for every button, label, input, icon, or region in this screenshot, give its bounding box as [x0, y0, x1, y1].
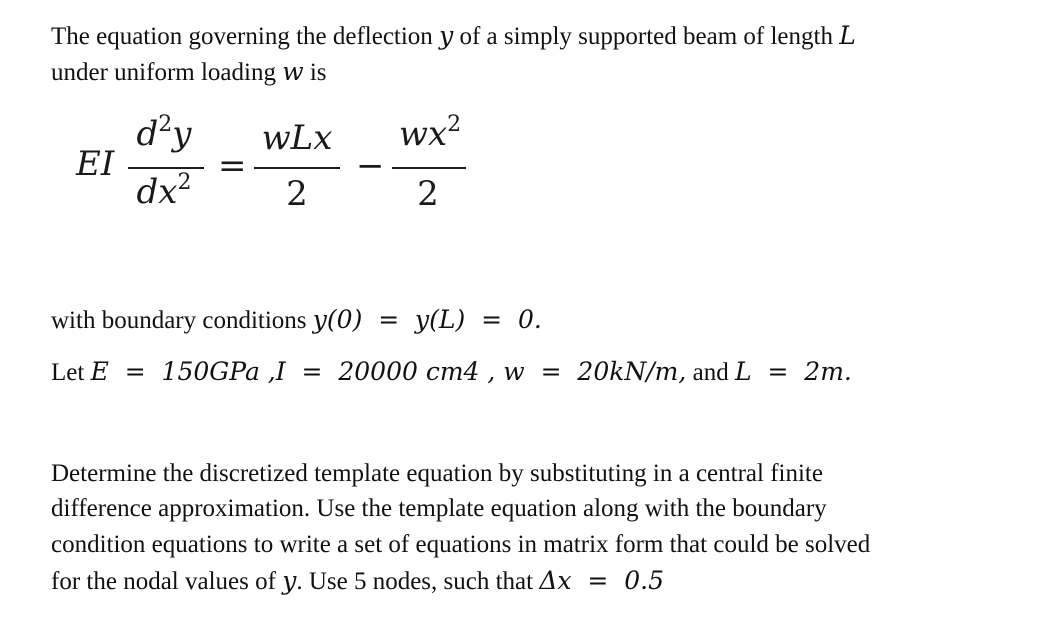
boundary-expression: y(0) = y(L) = 0.	[312, 305, 542, 334]
eq-d2y-denominator	[124, 170, 204, 212]
task-line-1: Determine the discretized template equation by substituting in a central finite	[51, 460, 823, 487]
eq-term2-denominator: 2	[417, 174, 439, 214]
eq-lhs-coeff: EI	[76, 144, 115, 184]
eq-d2y-numerator	[124, 112, 204, 154]
boundary-conditions-line	[51, 302, 542, 339]
eq-d2y-y: y	[172, 114, 192, 154]
eq-d2y-fraction-bar	[128, 167, 204, 169]
intro-var-w: w	[282, 57, 304, 86]
intro-line2-post: is	[303, 59, 327, 86]
eq-term2-fraction-bar	[392, 167, 466, 169]
eq-equals-sign: =	[218, 146, 247, 186]
params-and: and	[686, 359, 735, 386]
parameters-line	[51, 354, 852, 391]
task-var-y: y	[282, 566, 297, 595]
eq-minus-sign: −	[356, 146, 385, 186]
eq-term2-numerator	[390, 112, 470, 154]
eq-term2-exp: 2	[447, 112, 462, 137]
params-expression-2: L = 2m.	[734, 357, 852, 386]
eq-d2y-num-exp: 2	[158, 112, 173, 137]
intro-line1-mid: of a simply supported beam of length	[453, 23, 840, 50]
task-line-2: difference approximation. Use the template equation along with the boundary	[51, 495, 827, 522]
task-delta-x-expression: Δx = 0.5	[539, 566, 664, 595]
task-line4-pre: for the nodal values of	[51, 568, 283, 595]
intro-line1-pre: The equation governing the deflection	[51, 23, 440, 50]
eq-term1-denominator: 2	[286, 174, 308, 214]
eq-term1-fraction-bar	[254, 167, 340, 169]
intro-line-1	[51, 18, 856, 55]
intro-line-2	[51, 54, 327, 91]
intro-var-y: y	[439, 21, 454, 50]
task-line-3: condition equations to write a set of equations in matrix form that could be solved	[51, 531, 871, 558]
task-line-4	[51, 563, 664, 600]
boundary-pre: with boundary conditions	[51, 307, 313, 334]
eq-term2-wx: wx	[398, 114, 448, 154]
params-expression: E = 150GPa ,I = 20000 cm4 , w = 20kN/m,	[90, 357, 687, 386]
task-line4-mid: . Use 5 nodes, such that	[296, 568, 540, 595]
eq-term1-numerator: wLx	[261, 118, 333, 158]
eq-d2y-d: d	[136, 114, 159, 154]
intro-line2-pre: under uniform loading	[51, 59, 283, 86]
eq-d2y-dx: dx	[136, 172, 178, 212]
eq-d2y-den-exp: 2	[177, 170, 192, 195]
intro-var-L: L	[839, 21, 856, 50]
params-let: Let	[51, 359, 91, 386]
